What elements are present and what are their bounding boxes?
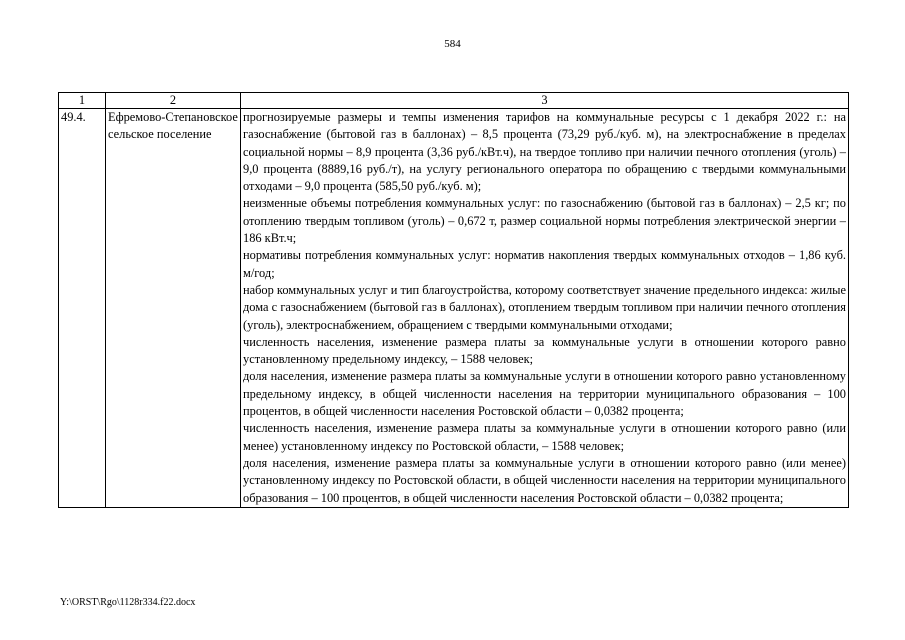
paragraph-population-regional: численность населения, изменение размера платы за коммунальные услуги в отношении которого равно (или менее) установленному индексу по Ростовской области, – 1588 человек; [243, 421, 846, 453]
table-header-row [59, 93, 849, 109]
footer-file-path: Y:\ORST\Rgo\1128r334.f22.docx [60, 597, 196, 608]
paragraph-population-limit: численность населения, изменение размера платы за коммунальные услуги в отношении которого равно установленному предельному индексу, – 1588 человек; [243, 334, 846, 367]
paragraph-volumes: неизменные объемы потребления коммунальных услуг: по газоснабжению (бытовой газ в баллонах) – 2,5 кг; по отоплению твердым топливом (уголь) – 0,672 т, размер социальной нормы потребления электрической энергии – 186 кВт.ч; [243, 196, 846, 246]
paragraph-share-regional: доля населения, изменение размера платы за коммунальные услуги в отношении которого равно (или менее) установленному индексу по Ростовской области, в общей численности населения на территории муниципального образования – 100 процентов, в общей численности населения Ростовской области – 0,0382 процента; [243, 455, 846, 505]
paragraph-tariffs: прогнозируемые размеры и темпы изменения тарифов на коммунальные ресурсы с 1 декабря 2022 г.: на газоснабжение (бытовой газ в баллонах) – 8,5 процента (73,29 руб./куб. м), на электроснабжение в пределах социальной нормы – 8,9 процента (3,36 руб./кВт.ч), на твердое топливо при наличии печного отопления (уголь) – 9,0 процента (8889,16 руб./т), на услугу регионального оператора по обращению с твердыми коммунальными отходами – 9,0 процента (585,50 руб./куб. м); [243, 110, 846, 194]
header-cell-1: 1 [59, 93, 106, 109]
row-number-cell: 49.4. [59, 109, 106, 508]
header-cell-2: 2 [106, 93, 241, 109]
table-row [59, 109, 849, 508]
settlement-name-cell: Ефремово-Степановское сельское поселение [106, 109, 241, 508]
paragraph-norms: нормативы потребления коммунальных услуг: норматив накопления твердых коммунальных отходов – 1,86 куб. м/год; [243, 248, 846, 280]
header-cell-3: 3 [241, 93, 849, 109]
description-cell [241, 109, 849, 508]
paragraph-share-limit: доля населения, изменение размера платы за коммунальные услуги в отношении которого равно установленному предельному индексу, в общей численности населения на территории муниципального образования – 100 процентов, в общей численности населения Ростовской области – 0,0382 процента; [243, 369, 846, 419]
paragraph-services-set: набор коммунальных услуг и тип благоустройства, которому соответствует значение предельного индекса: жилые дома с газоснабжением (бытовой газ в баллонах), отоплением твердым топливом при наличии печного отопления (уголь), электроснабжением, обращением с твердыми коммунальными отходами; [243, 282, 846, 332]
document-table [58, 92, 849, 508]
page-number: 584 [444, 38, 461, 50]
